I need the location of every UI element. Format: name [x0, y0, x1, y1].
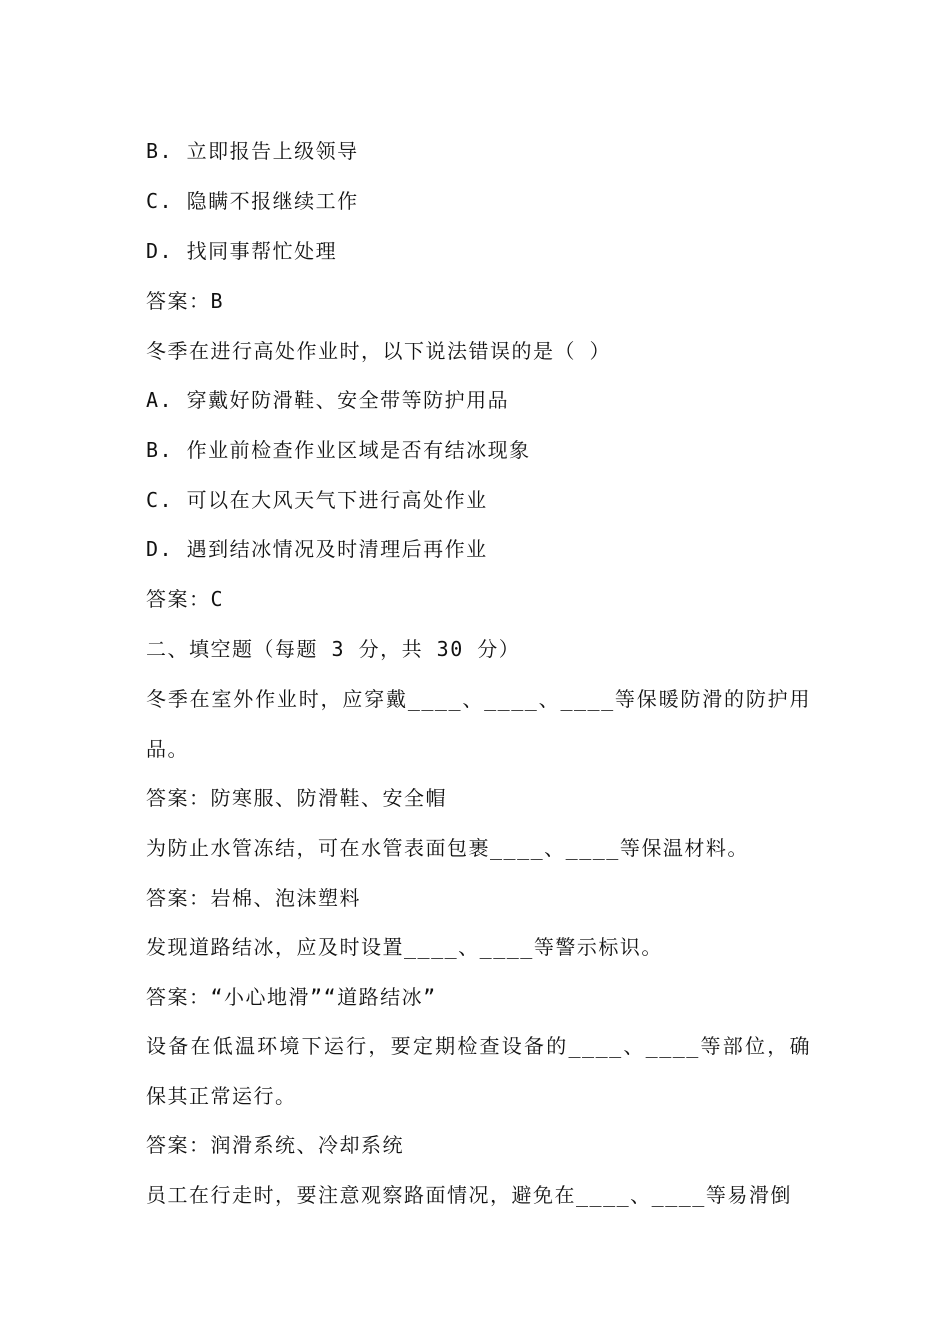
fill-question: 发现道路结冰，应及时设置____、____等警示标识。	[146, 935, 663, 959]
answer: 答案：C	[146, 587, 225, 611]
fill-question: 设备在低温环境下运行，要定期检查设备的____、____等部位，确保其正常运行。	[146, 1034, 811, 1108]
option-b: B. 立即报告上级领导	[146, 139, 359, 163]
option-c: C. 可以在大风天气下进行高处作业	[146, 488, 488, 512]
option-d: D. 遇到结冰情况及时清理后再作业	[146, 537, 488, 561]
option-c: C. 隐瞒不报继续工作	[146, 189, 359, 213]
fill-question: 为防止水管冻结，可在水管表面包裹____、____等保温材料。	[146, 836, 749, 860]
option-d: D. 找同事帮忙处理	[146, 239, 338, 263]
answer: 答案：“小心地滑”“道路结冰”	[146, 985, 437, 1009]
section-heading: 二、填空题（每题 3 分，共 30 分）	[146, 637, 521, 661]
option-b: B. 作业前检查作业区域是否有结冰现象	[146, 438, 531, 462]
answer: 答案：防寒服、防滑鞋、安全帽	[146, 786, 447, 810]
answer: 答案：B	[146, 289, 225, 313]
option-a: A. 穿戴好防滑鞋、安全带等防护用品	[146, 388, 510, 412]
answer: 答案：润滑系统、冷却系统	[146, 1133, 404, 1157]
question: 冬季在进行高处作业时，以下说法错误的是（ ）	[146, 339, 612, 363]
fill-question: 冬季在室外作业时，应穿戴____、____、____等保暖防滑的防护用品。	[146, 687, 811, 761]
fill-question: 员工在行走时，要注意观察路面情况，避免在____、____等易滑倒	[146, 1183, 792, 1207]
answer: 答案：岩棉、泡沫塑料	[146, 886, 361, 910]
